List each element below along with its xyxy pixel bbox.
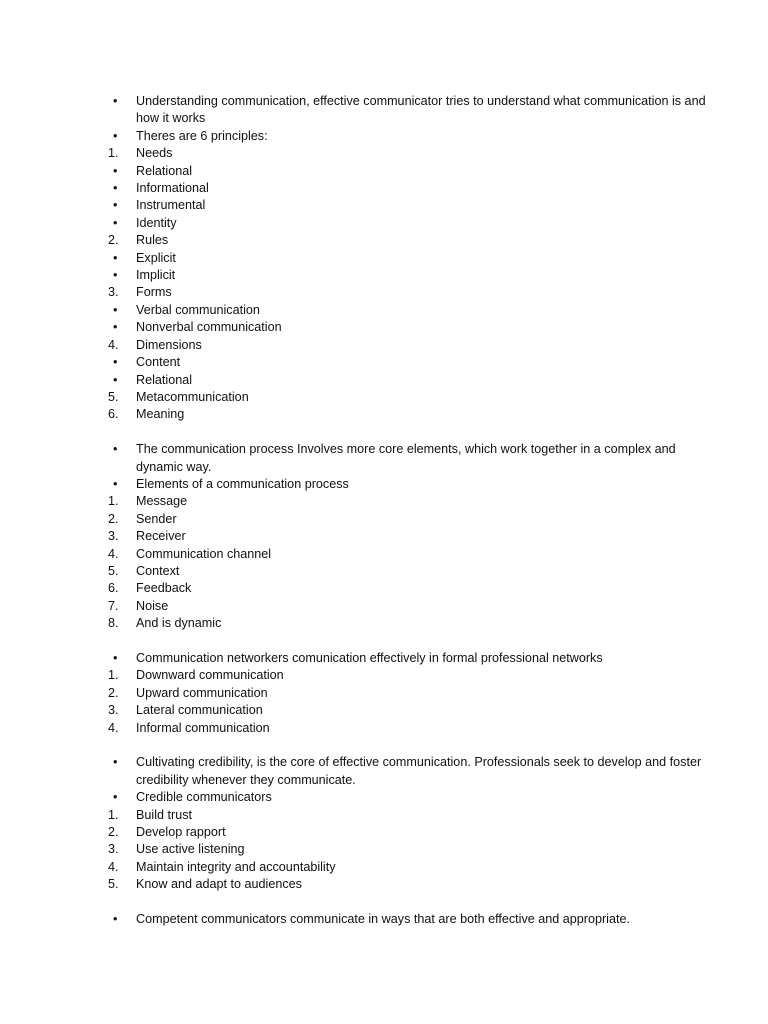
- bullet-list-item: [108, 650, 708, 667]
- numbered-list-item: [108, 580, 708, 597]
- numbered-list-item: [108, 337, 708, 354]
- numbered-list-item: [108, 546, 708, 563]
- numbered-list-item: [108, 284, 708, 301]
- bullet-marker: •: [113, 442, 118, 457]
- list-item-text: Sender: [136, 511, 177, 526]
- bullet-list-item: [108, 250, 708, 267]
- bullet-list-item: [108, 754, 708, 789]
- paragraph-spacer: [108, 737, 708, 754]
- list-number: 4.: [108, 546, 119, 561]
- list-item-text: And is dynamic: [136, 616, 222, 631]
- list-number: 4.: [108, 337, 119, 352]
- list-item-text: Relational: [136, 163, 193, 178]
- bullet-marker: •: [113, 650, 118, 665]
- numbered-list-item: [108, 145, 708, 162]
- numbered-list-item: [108, 685, 708, 702]
- bullet-list-item: [108, 163, 708, 180]
- numbered-list-item: [108, 511, 708, 528]
- bullet-marker: •: [113, 302, 118, 317]
- list-item-text: Noise: [136, 598, 169, 613]
- numbered-list-item: [108, 389, 708, 406]
- list-number: 2.: [108, 685, 119, 700]
- numbered-list-item: [108, 876, 708, 893]
- list-item-text: Content: [136, 355, 181, 370]
- bullet-marker: •: [113, 912, 118, 927]
- list-item-text: Elements of a communication process: [136, 476, 349, 491]
- list-number: 2.: [108, 233, 119, 248]
- list-number: 1.: [108, 146, 119, 161]
- numbered-list-item: [108, 702, 708, 719]
- list-number: 1.: [108, 494, 119, 509]
- list-item-text: Informal communication: [136, 720, 270, 735]
- list-item-text: Needs: [136, 146, 173, 161]
- list-item-text: Maintain integrity and accountability: [136, 859, 336, 874]
- bullet-marker: •: [113, 181, 118, 196]
- list-number: 4.: [108, 720, 119, 735]
- list-number: 3.: [108, 842, 119, 857]
- bullet-marker: •: [113, 372, 118, 387]
- bullet-marker: •: [113, 128, 118, 143]
- bullet-list-item: [108, 476, 708, 493]
- bullet-marker: •: [113, 250, 118, 265]
- list-item-text: Receiver: [136, 529, 186, 544]
- numbered-list-item: [108, 667, 708, 684]
- bullet-marker: •: [113, 320, 118, 335]
- numbered-list-item: [108, 859, 708, 876]
- bullet-marker: •: [113, 94, 118, 108]
- list-item-text: Rules: [136, 233, 169, 248]
- list-item-text: Nonverbal communication: [136, 320, 282, 335]
- bullet-list-item: [108, 128, 708, 145]
- numbered-list-item: [108, 615, 708, 632]
- numbered-list-item: [108, 807, 708, 824]
- list-item-text: Informational: [136, 181, 209, 196]
- list-item-text: Cultivating credibility, is the core of effective communication. Professionals seek to develop and foster credibility whenever they communicate.: [136, 755, 702, 787]
- bullet-list-item: [108, 441, 708, 476]
- paragraph-spacer: [108, 424, 708, 441]
- list-item-text: Use active listening: [136, 842, 245, 857]
- paragraph-spacer: [108, 894, 708, 911]
- bullet-marker: •: [113, 755, 118, 770]
- list-item-text: Relational: [136, 372, 193, 387]
- bullet-list-item: [108, 180, 708, 197]
- list-number: 8.: [108, 616, 119, 631]
- numbered-list-item: [108, 563, 708, 580]
- bullet-marker: •: [113, 355, 118, 370]
- list-item-text: Context: [136, 563, 180, 578]
- list-item-text: Explicit: [136, 250, 176, 265]
- bullet-list-item: [108, 354, 708, 371]
- list-number: 5.: [108, 563, 119, 578]
- list-item-text: Communication networkers comunication effectively in formal professional networks: [136, 650, 603, 665]
- bullet-list-item: [108, 215, 708, 232]
- list-number: 3.: [108, 285, 119, 300]
- list-item-text: Dimensions: [136, 337, 202, 352]
- list-item-text: Verbal communication: [136, 302, 260, 317]
- list-number: 1.: [108, 807, 119, 822]
- bullet-list-item: [108, 267, 708, 284]
- list-number: 4.: [108, 859, 119, 874]
- list-item-text: Credible communicators: [136, 790, 272, 805]
- list-item-text: Message: [136, 494, 188, 509]
- bullet-list-item: [108, 302, 708, 319]
- list-item-text: Downward communication: [136, 668, 284, 683]
- bullet-marker: •: [113, 790, 118, 805]
- list-item-text: Competent communicators communicate in ways that are both effective and appropriate.: [136, 912, 630, 927]
- list-item-text: Lateral communication: [136, 703, 263, 718]
- list-item-text: The communication process Involves more core elements, which work together in a complex and dynamic way.: [136, 442, 676, 474]
- numbered-list-item: [108, 841, 708, 858]
- numbered-list-item: [108, 598, 708, 615]
- list-item-text: Know and adapt to audiences: [136, 877, 302, 892]
- list-number: 6.: [108, 581, 119, 596]
- bullet-list-item: [108, 789, 708, 806]
- bullet-list-item: [108, 911, 708, 928]
- list-number: 7.: [108, 598, 119, 613]
- bullet-list-item: [108, 319, 708, 336]
- list-item-text: Meaning: [136, 407, 185, 422]
- numbered-list-item: [108, 406, 708, 423]
- bullet-marker: •: [113, 476, 118, 491]
- list-number: 5.: [108, 389, 119, 404]
- list-number: 5.: [108, 877, 119, 892]
- list-item-text: Feedback: [136, 581, 192, 596]
- list-number: 3.: [108, 703, 119, 718]
- list-number: 2.: [108, 511, 119, 526]
- list-item-text: Build trust: [136, 807, 192, 822]
- list-item-text: Instrumental: [136, 198, 206, 213]
- list-number: 6.: [108, 407, 119, 422]
- list-item-text: Understanding communication, effective communicator tries to understand what communication is and how it works: [136, 94, 706, 126]
- list-item-text: Upward communication: [136, 685, 268, 700]
- numbered-list-item: [108, 528, 708, 545]
- bullet-marker: •: [113, 163, 118, 178]
- numbered-list-item: [108, 232, 708, 249]
- bullet-list-item: [108, 197, 708, 214]
- bullet-list-item: [108, 93, 708, 128]
- bullet-list-item: [108, 372, 708, 389]
- list-item-text: Implicit: [136, 268, 176, 283]
- list-item-text: Communication channel: [136, 546, 272, 561]
- numbered-list-item: [108, 720, 708, 737]
- numbered-list-item: [108, 493, 708, 510]
- list-item-text: Metacommunication: [136, 389, 249, 404]
- list-item-text: Forms: [136, 285, 172, 300]
- paragraph-spacer: [108, 633, 708, 650]
- list-item-text: Develop rapport: [136, 825, 226, 840]
- list-number: 2.: [108, 825, 119, 840]
- bullet-marker: •: [113, 268, 118, 283]
- list-number: 3.: [108, 529, 119, 544]
- bullet-marker: •: [113, 198, 118, 213]
- list-item-text: Theres are 6 principles:: [136, 128, 268, 143]
- document-body: [108, 93, 708, 928]
- bullet-marker: •: [113, 215, 118, 230]
- list-number: 1.: [108, 668, 119, 683]
- numbered-list-item: [108, 824, 708, 841]
- list-item-text: Identity: [136, 215, 177, 230]
